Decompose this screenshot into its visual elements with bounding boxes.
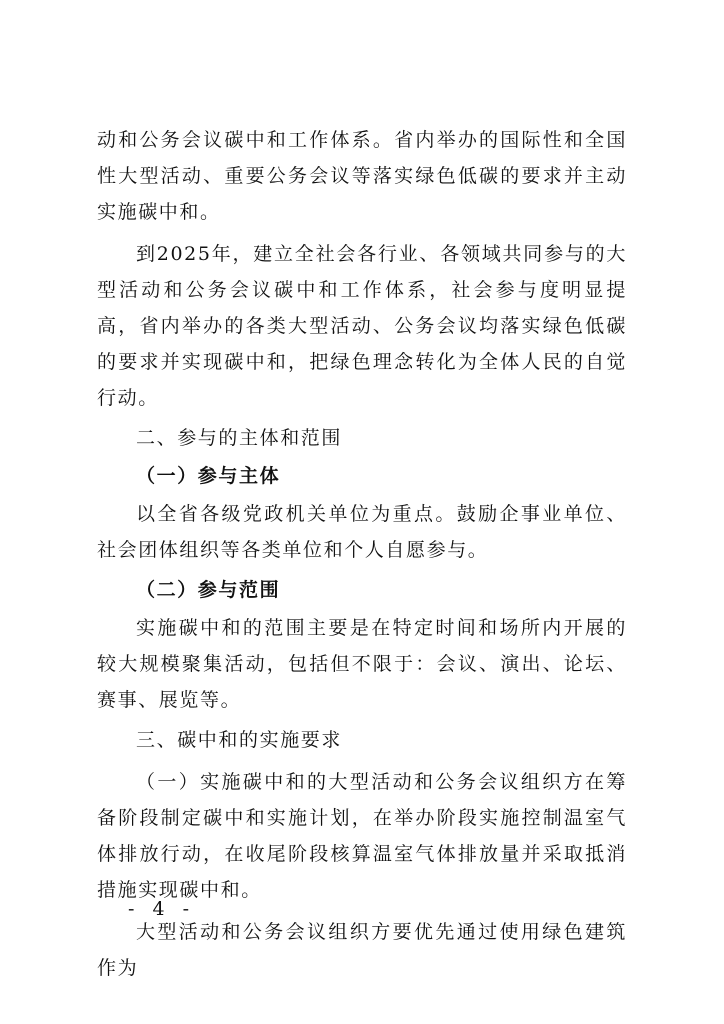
subheading-scope: （二）参与范围 [136, 579, 281, 601]
section-heading-2: 二、参与的主体和范围 [136, 427, 343, 449]
paragraph-requirement-1: （一）实施碳中和的大型活动和公务会议组织方在筹备阶段制定碳中和实施计划，在举办阶段实施控制温室气体排放行动，在收尾阶段核算温室气体排放量并采取抵消措施实现碳中和。 [97, 771, 627, 901]
page-number: - 4 - [128, 898, 196, 920]
subheading-participants: （一）参与主体 [136, 465, 281, 487]
paragraph-scope: 实施碳中和的范围主要是在特定时间和场所内开展的较大规模聚集活动，包括但不限于：会议、演出、论坛、赛事、展览等。 [97, 617, 627, 711]
paragraph-participants: 以全省各级党政机关单位为重点。鼓励企事业单位、社会团体组织等各类单位和个人自愿参与。 [97, 503, 627, 561]
document-body [97, 122, 627, 986]
paragraph-continuation: 动和公务会议碳中和工作体系。省内举办的国际性和全国性大型活动、重要公务会议等落实绿色低碳的要求并主动实施碳中和。 [97, 129, 627, 223]
section-heading-3: 三、碳中和的实施要求 [136, 729, 343, 751]
paragraph-requirement-2: 大型活动和公务会议组织方要优先通过使用绿色建筑作为 [97, 921, 627, 979]
paragraph-2025-goal: 到2025年，建立全社会各行业、各领域共同参与的大型活动和公务会议碳中和工作体系，社会参与度明显提高，省内举办的各类大型活动、公务会议均落实绿色低碳的要求并实现碳中和，把绿色理念转化为全体人民的自觉行动。 [97, 243, 627, 409]
